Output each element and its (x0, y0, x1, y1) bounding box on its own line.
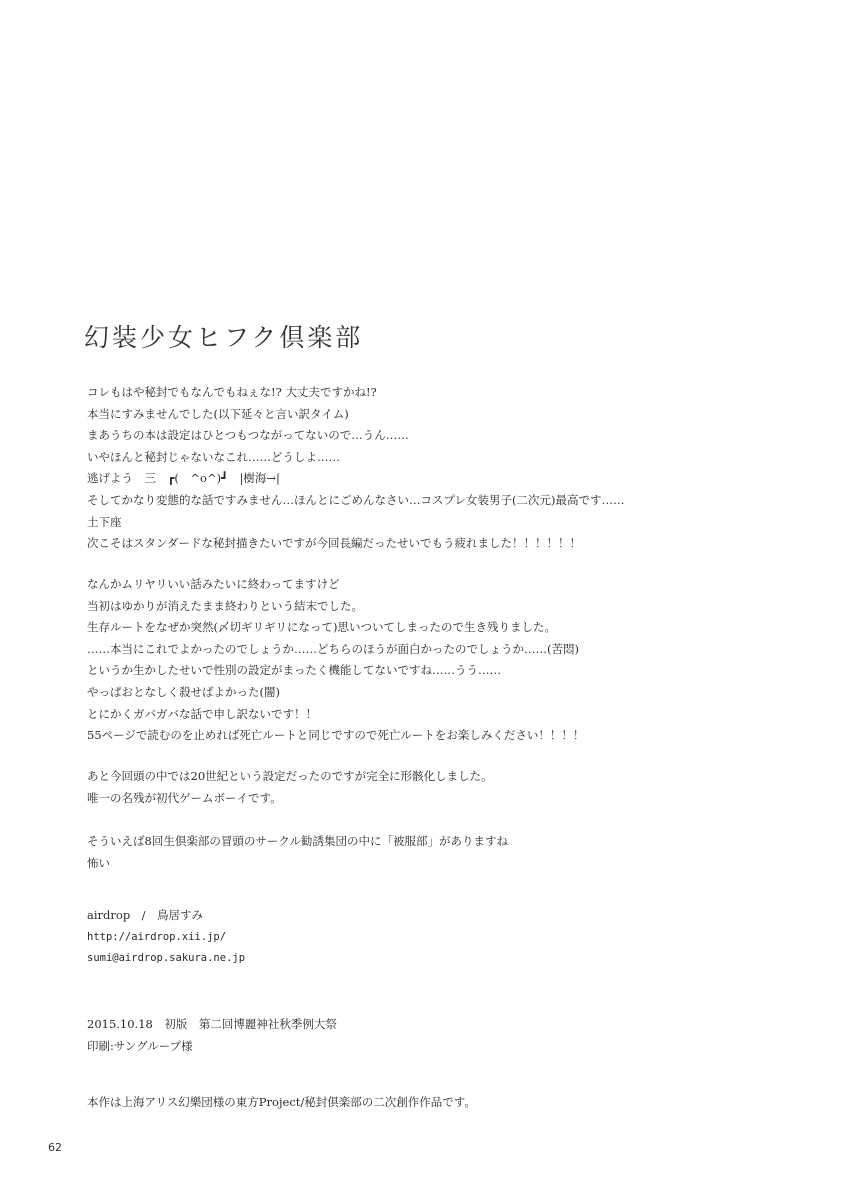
text-line: 生存ルートをなぜか突然(〆切ギリギリになって)思いついてしまったので生き残りました。 (87, 620, 556, 635)
text-line: やっぱおとなしく殺せばよかった(闇) (87, 684, 280, 699)
text-line: 怖い (87, 855, 110, 870)
text-line: あと今回頭の中では20世紀という設定だったのですが完全に形骸化しました。 (87, 769, 493, 783)
printer-line: 印刷:サングループ様 (87, 1038, 193, 1053)
text-line: 土下座 (87, 514, 122, 529)
text-line: というか生かしたせいで性別の設定がまったく機能してないですね……うう…… (87, 663, 501, 678)
text-line: 55ページで読むのを止めれば死亡ルートと同じですので死亡ルートをお楽しみください！！！！ (87, 728, 585, 743)
text-line: そういえば8回生倶楽部の冒頭のサークル勧誘集団の中に「被服部」がありますね (87, 834, 508, 848)
text-line: コレもはや秘封でもなんでもねぇな!? 大丈夫ですかね!? (87, 385, 377, 399)
fan-work-notice (87, 1092, 476, 1114)
text-line: ……本当にこれでよかったのでしょうか……どちらのほうが面白かったのでしょうか……(苦悶) (87, 641, 579, 656)
text-line: 逃げよう 三 ┏( ^o^)┛ |樹海→| (87, 471, 280, 486)
page-title: 幻装少女ヒフク倶楽部 (84, 323, 364, 352)
afterword-paragraph-1 (87, 382, 625, 555)
text-line: まあうちの本は設定はひとつもつながってないので…うん…… (87, 428, 409, 443)
text-line: 唯一の名残が初代ゲームボーイです。 (87, 790, 282, 805)
edition-line: 2015.10.18 初版 第二回博麗神社秋季例大祭 (87, 1017, 337, 1031)
text-line: とにかくガバガバな話で申し訳ないです！！ (87, 706, 317, 721)
text-line: 次こそはスタンダードな秘封描きたいですが今回長編だったせいでもう疲れました！！！！！！ (87, 536, 582, 551)
notice-line: 本作は上海アリス幻樂団様の東方Project/秘封倶楽部の二次創作作品です。 (87, 1095, 476, 1109)
afterword-paragraph-2 (87, 574, 584, 747)
website-link[interactable]: http://airdrop.xii.jp/ (87, 930, 227, 943)
colophon (87, 1014, 337, 1057)
circle-author: airdrop / 鳥居すみ (87, 908, 204, 922)
text-line: そしてかなり変態的な話ですみません…ほんとにごめんなさい…コスプレ女装男子(二次元)最高です…… (87, 492, 625, 507)
text-line: 当初はゆかりが消えたまま終わりという結末でした。 (87, 598, 363, 613)
text-line: いやほんと秘封じゃないなこれ……どうしよ…… (87, 449, 340, 464)
text-line: なんかムリヤリいい話みたいに終わってますけど (87, 577, 340, 591)
text-line: 本当にすみませんでした(以下延々と言い訳タイム) (87, 406, 349, 421)
email-address[interactable]: sumi@airdrop.sakura.ne.jp (87, 952, 246, 965)
afterword-paragraph-4 (87, 831, 508, 874)
afterword-paragraph-3 (87, 766, 493, 809)
credits (87, 905, 245, 970)
page-number: 62 (48, 1141, 62, 1154)
